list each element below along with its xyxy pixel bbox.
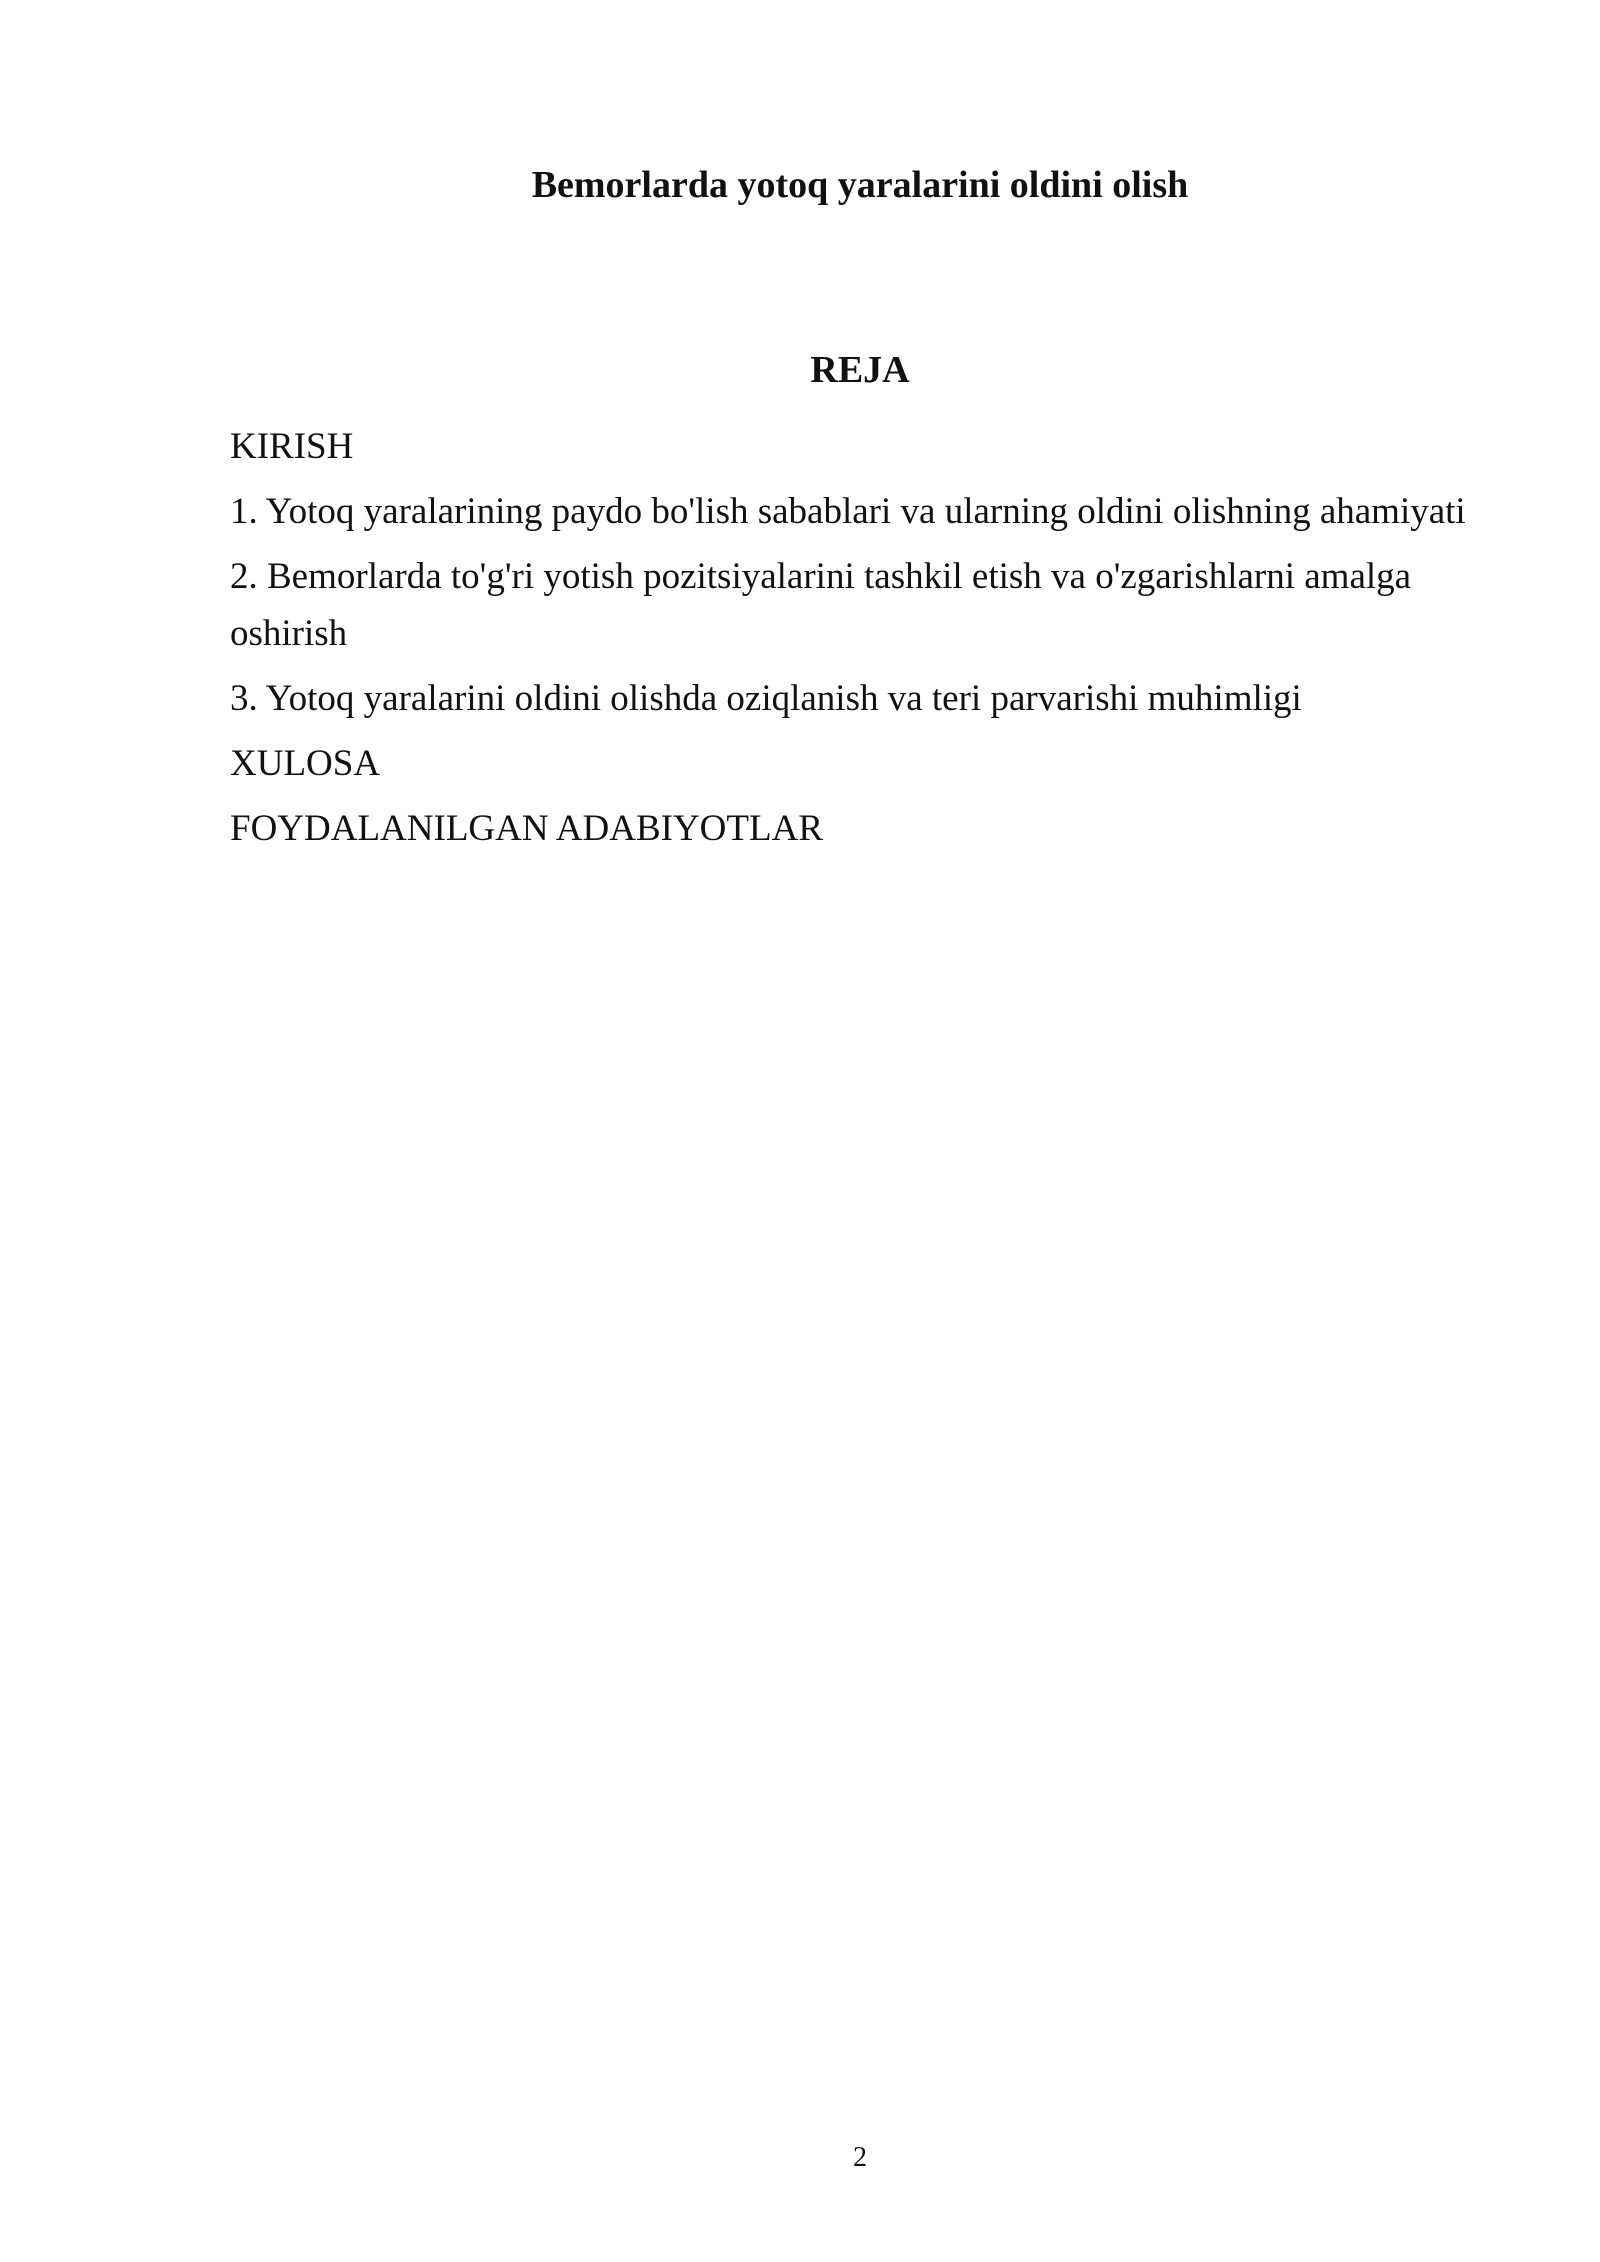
plan-item-3: 3. Yotoq yaralarini oldini olishda oziqlanish va teri parvarishi muhimligi (230, 678, 1302, 719)
document-title: Bemorlarda yotoq yaralarini oldini olish (531, 164, 1189, 206)
plan-item-1: 1. Yotoq yaralarining paydo bo'lish sabablari va ularning oldini olishning ahamiyati (230, 491, 1466, 532)
plan-list (230, 418, 1470, 865)
plan-item-introduction: KIRISH (230, 426, 354, 467)
plan-item-2: 2. Bemorlarda to'g'ri yotish pozitsiyalarini tashkil etish va o'zgarishlarni amalga oshirish (230, 556, 1412, 654)
page-number: 2 (853, 2142, 867, 2173)
plan-item-conclusion: XULOSA (230, 743, 381, 784)
plan-heading: REJA (810, 349, 910, 391)
plan-item-references: FOYDALANILGAN ADABIYOTLAR (230, 808, 823, 849)
